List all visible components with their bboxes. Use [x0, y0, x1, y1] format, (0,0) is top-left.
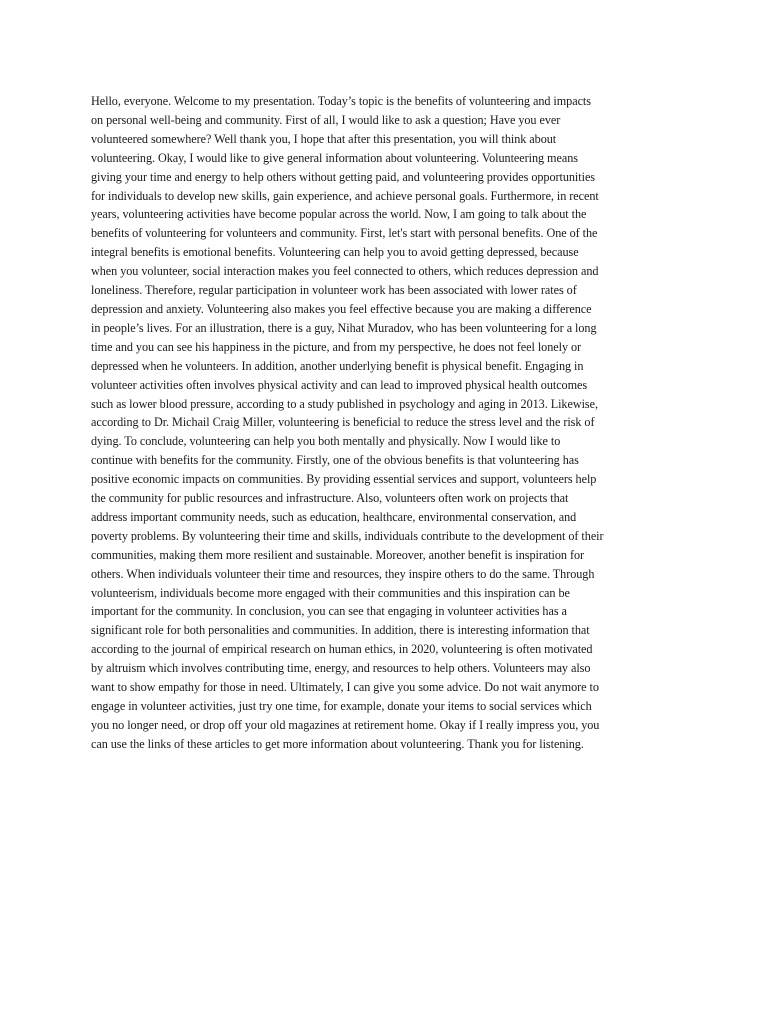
presentation-transcript-paragraph: Hello, everyone. Welcome to my presentation. Today’s topic is the benefits of volunteering and impacts on personal well-being and community. First of all, I would like to ask a question; Have you ever volunteered somewhere? Well thank you, I hope that after this presentation, you will think about volunteering. Okay, I would like to give general information about volunteering. Volunteering means giving your time and energy to help others without getting paid, and volunteering provides opportunities for individuals to develop new skills, gain experience, and achieve personal goals. Furthermore, in recent years, volunteering activities have become popular across the world. Now, I am going to talk about the benefits of volunteering for volunteers and community. First, let's start with personal benefits. One of the integral benefits is emotional benefits. Volunteering can help you to avoid getting depressed, because when you volunteer, social interaction makes you feel connected to others, which reduces depression and loneliness. Therefore, regular participation in volunteer work has been associated with lower rates of depression and anxiety. Volunteering also makes you feel effective because you are making a difference in people’s lives. For an illustration, there is a guy, Nihat Muradov, who has been volunteering for a long time and you can see his happiness in the picture, and from my perspective, he does not feel lonely or depressed when he volunteers. In addition, another underlying benefit is physical benefit. Engaging in volunteer activities often involves physical activity and can lead to improved physical health outcomes such as lower blood pressure, according to a study published in psychology and aging in 2013. Likewise, according to Dr. Michail Craig Miller, volunteering is beneficial to reduce the stress level and the risk of dying. To conclude, volunteering can help you both mentally and physically. Now I would like to continue with benefits for the community. Firstly, one of the obvious benefits is that volunteering has positive economic impacts on communities. By providing essential services and support, volunteers help the community for public resources and infrastructure. Also, volunteers often work on projects that address important community needs, such as education, healthcare, environmental conservation, and poverty problems. By volunteering their time and skills, individuals contribute to the development of their communities, making them more resilient and sustainable. Moreover, another benefit is inspiration for others. When individuals volunteer their time and resources, they inspire others to do the same. Through volunteerism, individuals become more engaged with their communities and this inspiration can be important for the community. In conclusion, you can see that engaging in volunteer activities has a significant role for both personalities and communities. In addition, there is interesting information that according to the journal of empirical research on human ethics, in 2020, volunteering is often motivated by altruism which involves contributing time, energy, and resources to help others. Volunteers may also want to show empathy for those in need. Ultimately, I can give you some advice. Do not wait anymore to engage in volunteer activities, just try one time, for example, donate your items to social services which you no longer need, or drop off your old magazines at retirement home. Okay if I really impress you, you can use the links of these articles to get more information about volunteering. Thank you for listening. — [91, 94, 604, 751]
